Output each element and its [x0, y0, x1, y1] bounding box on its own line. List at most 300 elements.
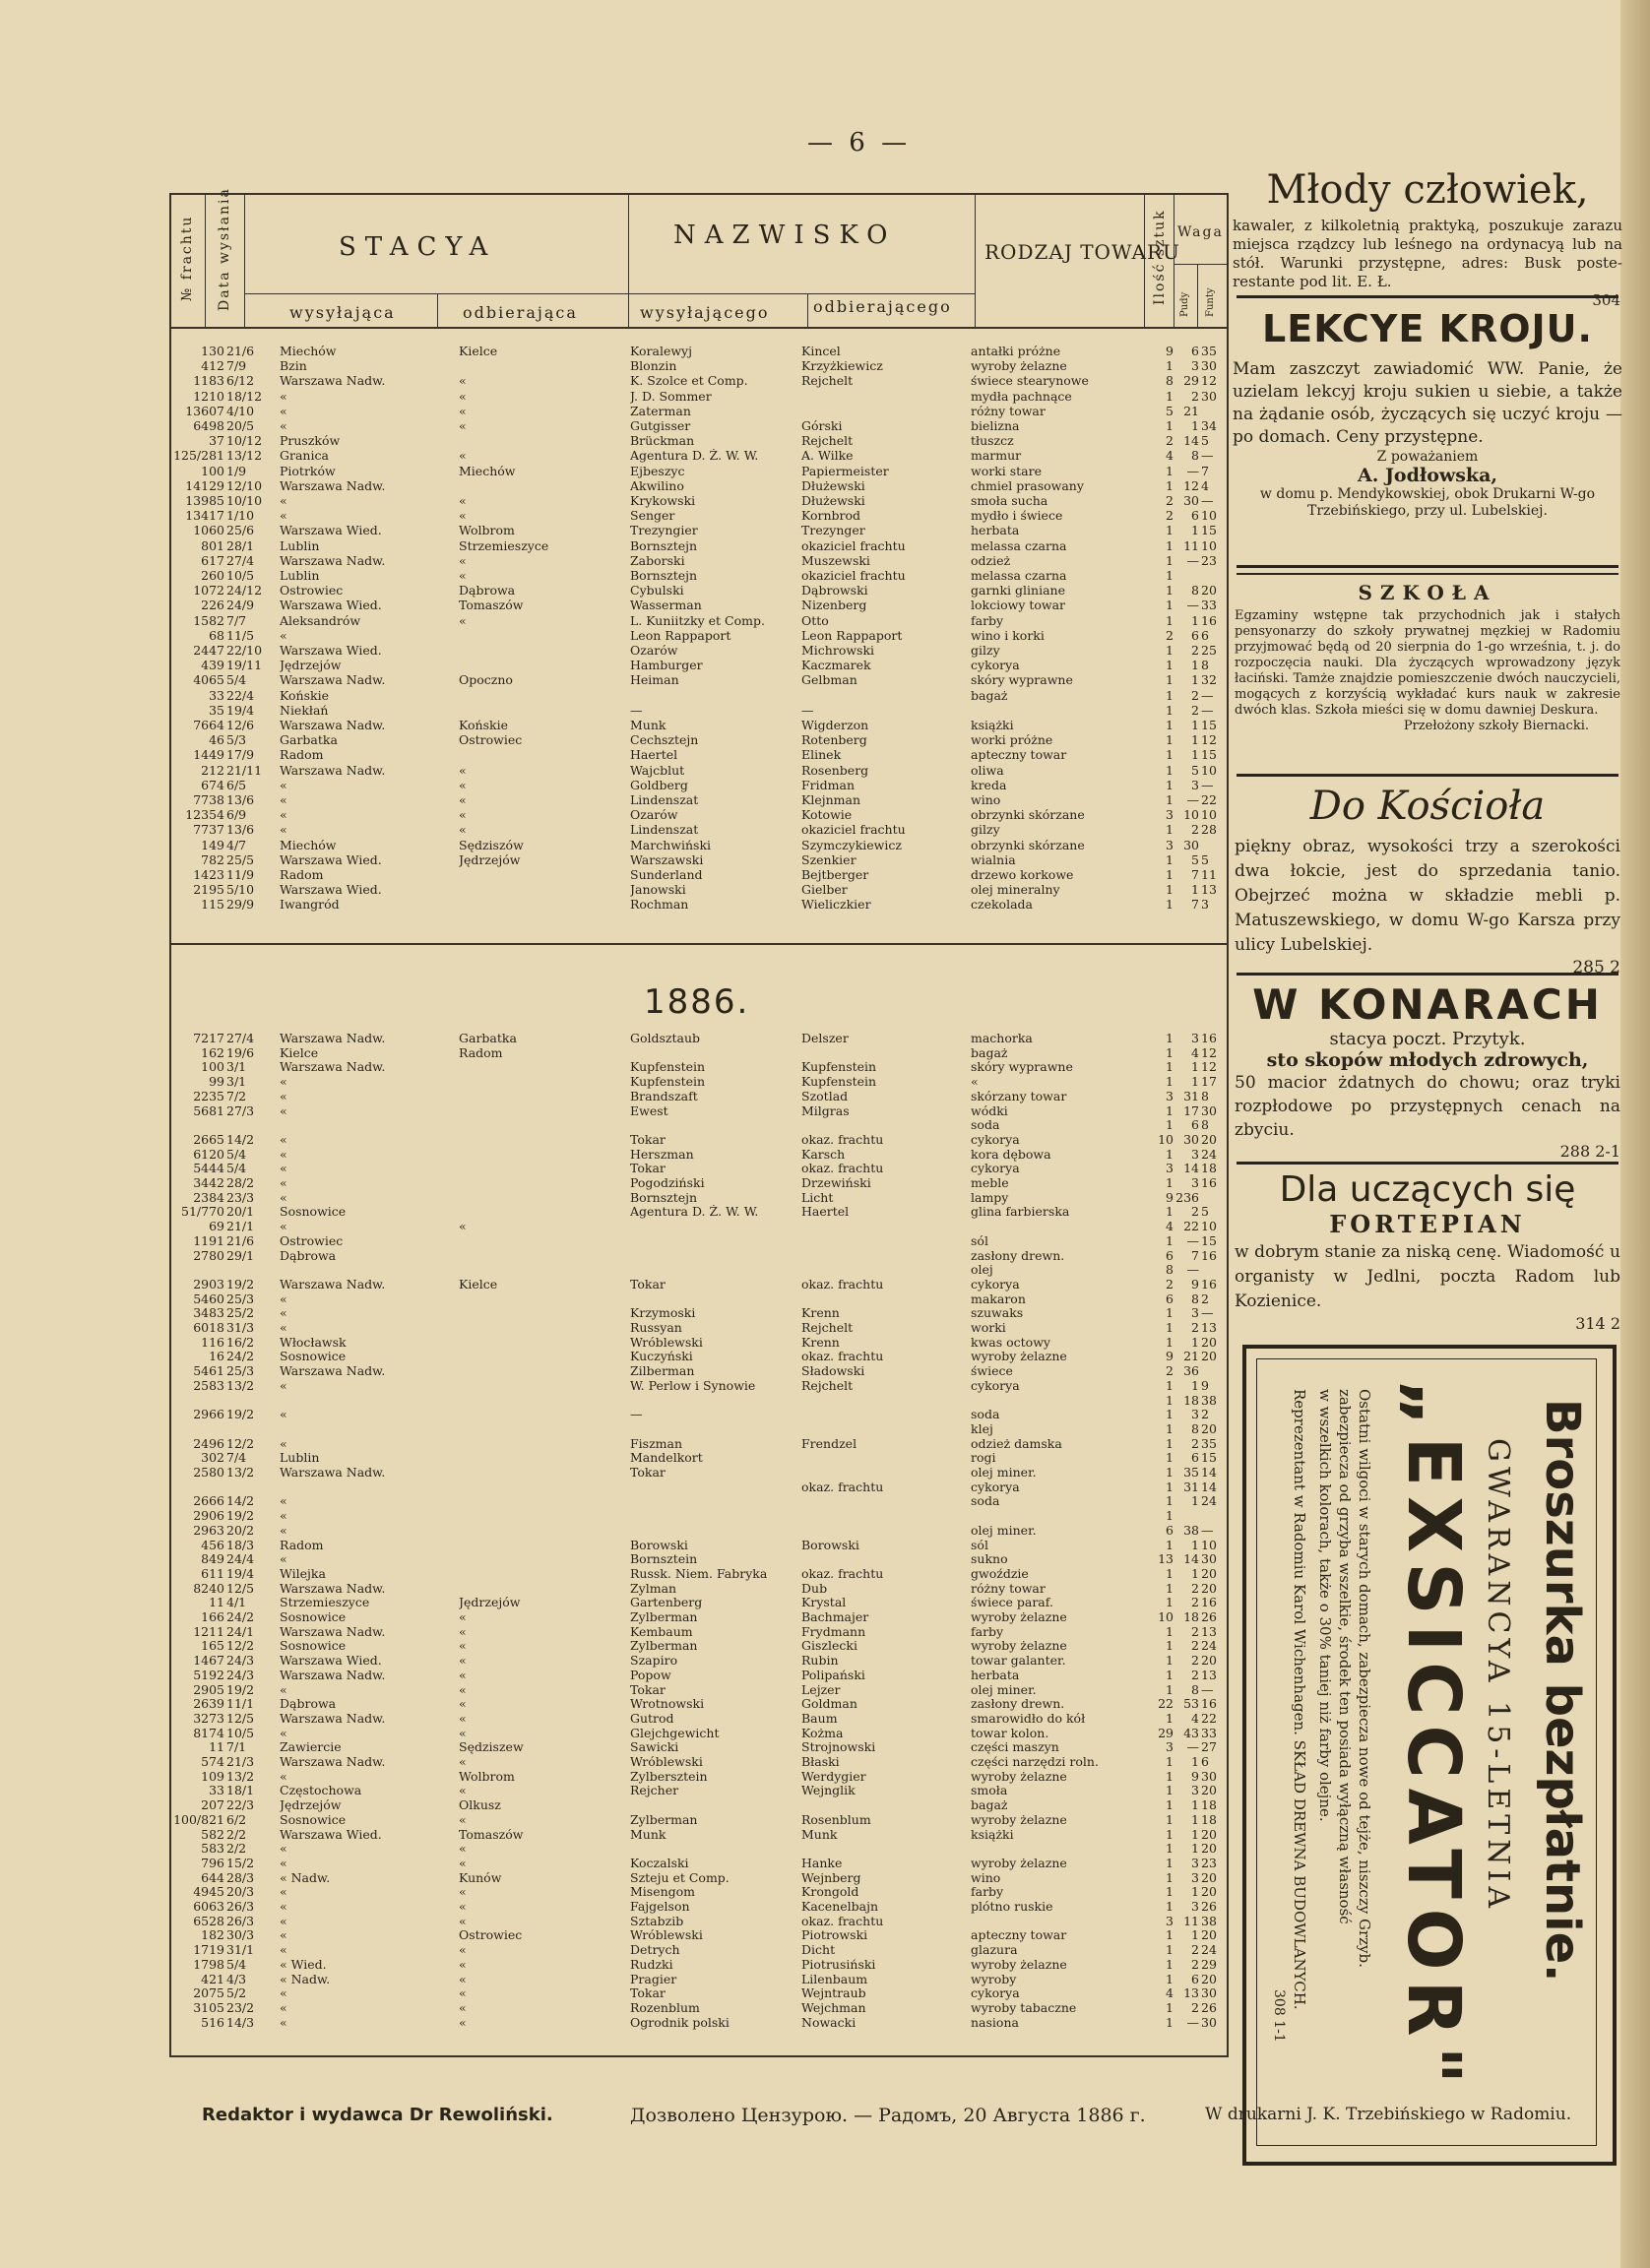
cell-data-wyslania: 2/2 [226, 1827, 247, 1842]
table-row [171, 569, 1227, 583]
cell-nr-frachtu: 13607 [185, 404, 224, 418]
cell-stacya-wysylajaca: Warszawa Nadw. [280, 374, 386, 389]
table-row [171, 1596, 1227, 1609]
cell-waga-funty: 10 [1201, 763, 1217, 778]
cell-nazwisko-wysylajacego: Gutgisser [630, 419, 691, 433]
cell-data-wyslania: 19/2 [226, 1509, 255, 1524]
cell-stacya-wysylajaca: « [280, 1162, 287, 1176]
cell-nr-frachtu: 1211 [193, 1624, 224, 1639]
cell-waga-pudy: — [1186, 598, 1199, 613]
cell-ilosc-sztuk: 1 [1166, 793, 1174, 807]
table-row [171, 1654, 1227, 1668]
cell-nazwisko-odbierajacego: Hanke [801, 1856, 843, 1870]
cell-rodzaj-towaru: wyroby żelazne [971, 1769, 1067, 1784]
cell-ilosc-sztuk: 1 [1166, 1103, 1174, 1118]
cell-nazwisko-odbierajacego: Strojnowski [801, 1740, 876, 1755]
cell-nazwisko-wysylajacego: W. Perlow i Synowie [630, 1378, 756, 1393]
cell-ilosc-sztuk: 1 [1166, 703, 1174, 718]
cell-stacya-odbierajaca: Wolbrom [459, 524, 515, 538]
cell-data-wyslania: 13/12 [226, 449, 263, 464]
cell-stacya-wysylajaca: « [280, 1682, 287, 1697]
cell-ilosc-sztuk: 1 [1166, 1233, 1174, 1248]
table-row [171, 853, 1227, 867]
cell-nr-frachtu: 33 [209, 1784, 224, 1798]
table-row [171, 1582, 1227, 1596]
cell-rodzaj-towaru: wyroby żelazne [971, 359, 1067, 374]
cell-stacya-wysylajaca: « [280, 1900, 287, 1914]
cell-data-wyslania: 5/4 [226, 1147, 247, 1162]
cell-rodzaj-towaru: różny towar [971, 1581, 1046, 1596]
cell-nazwisko-odbierajacego: okaz. frachtu [801, 1914, 884, 1928]
cell-nazwisko-odbierajacego: Borowski [801, 1538, 859, 1552]
cell-ilosc-sztuk: 1 [1166, 613, 1174, 628]
cell-waga-funty: 14 [1201, 1466, 1217, 1480]
cell-nr-frachtu: 6498 [193, 419, 224, 433]
ad-konary-title: W KONARACH [1252, 980, 1603, 1029]
table-row [171, 704, 1227, 718]
cell-stacya-odbierajaca: « [459, 2000, 467, 2015]
page-number: — 6 — [807, 128, 912, 158]
cell-rodzaj-towaru: towar kolon. [971, 1726, 1049, 1740]
cell-waga-pudy: 2 [1191, 1581, 1199, 1596]
cell-nazwisko-odbierajacego: Krzyżkiewicz [801, 359, 883, 374]
table-row [171, 1610, 1227, 1624]
cell-stacya-odbierajaca: « [459, 1668, 467, 1682]
cell-nazwisko-odbierajacego: Kotowie [801, 808, 853, 823]
header-nazwisko: NAZWISKO [673, 220, 897, 250]
table-row [171, 644, 1227, 658]
cell-nr-frachtu: 33 [209, 688, 224, 703]
table-row [171, 839, 1227, 852]
cell-waga-pudy: 3 [1191, 1856, 1199, 1870]
cell-ilosc-sztuk: 1 [1166, 1205, 1174, 1220]
cell-rodzaj-towaru: apteczny towar [971, 748, 1067, 763]
cell-waga-funty: 20 [1201, 1335, 1217, 1350]
cell-stacya-wysylajaca: Granica [280, 449, 329, 464]
cell-ilosc-sztuk: 2 [1166, 628, 1174, 643]
cell-data-wyslania: 12/6 [226, 719, 255, 732]
cell-data-wyslania: 5/3 [226, 733, 247, 748]
cell-waga-funty: 10 [1201, 1220, 1217, 1234]
cell-waga-pudy: 2 [1191, 688, 1199, 703]
cell-rodzaj-towaru: szuwaks [971, 1306, 1024, 1321]
cell-nazwisko-wysylajacego: Zaborski [630, 553, 685, 568]
cell-nr-frachtu: 149 [201, 838, 224, 852]
cell-nazwisko-wysylajacego: Zylberman [630, 1812, 698, 1827]
cell-nazwisko-wysylajacego: Brückman [630, 434, 695, 449]
cell-ilosc-sztuk: 1 [1166, 464, 1174, 478]
cell-stacya-odbierajaca: « [459, 1900, 467, 1914]
cell-stacya-wysylajaca: Warszawa Nadw. [280, 673, 386, 688]
cell-rodzaj-towaru: apteczny towar [971, 1928, 1067, 1943]
cell-nazwisko-wysylajacego: Bornsztejn [630, 569, 698, 583]
cell-nazwisko-wysylajacego: Haertel [630, 748, 678, 763]
cell-nazwisko-odbierajacego: Wejnberg [801, 1870, 861, 1885]
cell-nazwisko-wysylajacego: Mandelkort [630, 1451, 703, 1466]
cell-data-wyslania: 18/3 [226, 1538, 255, 1552]
cell-rodzaj-towaru: czekolada [971, 898, 1033, 913]
cell-stacya-wysylajaca: « [280, 1986, 287, 2001]
cell-nazwisko-wysylajacego: Munk [630, 719, 666, 732]
cell-nazwisko-odbierajacego: Delszer [801, 1032, 849, 1045]
cell-stacya-wysylajaca: « [280, 419, 287, 433]
cell-waga-pudy: 29 [1183, 374, 1199, 389]
cell-rodzaj-towaru: bagaż [971, 1045, 1008, 1060]
table-row [171, 1220, 1227, 1233]
cell-nazwisko-odbierajacego: Krystal [801, 1596, 847, 1610]
cell-rodzaj-towaru: farby [971, 1885, 1004, 1900]
cell-waga-pudy: — [1186, 793, 1199, 807]
table-row [171, 2001, 1227, 2015]
table-row [171, 1176, 1227, 1190]
cell-waga-pudy: 3 [1191, 1408, 1199, 1422]
cell-nr-frachtu: 1582 [193, 613, 224, 628]
cell-waga-funty: — [1201, 449, 1214, 464]
table-row [171, 1770, 1227, 1784]
cell-nr-frachtu: 165 [201, 1639, 224, 1654]
cell-ilosc-sztuk: 2 [1166, 509, 1174, 524]
cell-nr-frachtu: 2666 [193, 1494, 224, 1509]
cell-waga-funty: 33 [1201, 1726, 1217, 1740]
header-wysylajaca: wysyłająca [289, 303, 396, 322]
cell-ilosc-sztuk: 1 [1166, 733, 1174, 748]
cell-ilosc-sztuk: 1 [1166, 1321, 1174, 1335]
table-row [171, 1567, 1227, 1581]
cell-data-wyslania: 10/5 [226, 569, 255, 583]
cell-stacya-odbierajaca: Strzemieszyce [459, 538, 549, 553]
cell-stacya-odbierajaca: Tomaszów [459, 598, 524, 613]
table-row [171, 2016, 1227, 2030]
cell-stacya-odbierajaca: « [459, 1726, 467, 1740]
cell-waga-funty: 20 [1201, 584, 1217, 598]
cell-ilosc-sztuk: 22 [1158, 1697, 1174, 1712]
ad-fortepian [1227, 1169, 1628, 1333]
cell-stacya-wysylajaca: Sosnowice [280, 1639, 347, 1654]
cell-rodzaj-towaru: wyroby [971, 1972, 1017, 1986]
table-row [171, 1798, 1227, 1812]
cell-data-wyslania: 10/10 [226, 494, 263, 508]
cell-stacya-odbierajaca: « [459, 1682, 467, 1697]
cell-waga-funty: 10 [1201, 1538, 1217, 1552]
table-row [171, 1278, 1227, 1292]
cell-ilosc-sztuk: 1 [1166, 1639, 1174, 1654]
cell-nr-frachtu: 3105 [193, 2000, 224, 2015]
cell-nazwisko-odbierajacego: Nowacki [801, 2015, 857, 2030]
cell-data-wyslania: 19/6 [226, 1045, 255, 1060]
cell-stacya-wysylajaca: Aleksandrów [280, 613, 361, 628]
table-row [171, 779, 1227, 792]
cell-ilosc-sztuk: 1 [1166, 1060, 1174, 1075]
cell-waga-funty: 23 [1201, 553, 1217, 568]
cell-rodzaj-towaru: skóry wyprawne [971, 1060, 1073, 1075]
cell-stacya-odbierajaca: Jędrzejów [459, 852, 521, 867]
cell-waga-funty: 5 [1201, 434, 1209, 449]
cell-data-wyslania: 25/3 [226, 1364, 255, 1379]
cell-stacya-wysylajaca: « [280, 1075, 287, 1090]
cell-stacya-odbierajaca: « [459, 1697, 467, 1712]
cell-rodzaj-towaru: obrzynki skórzane [971, 808, 1085, 823]
cell-nr-frachtu: 1060 [193, 524, 224, 538]
table-row [171, 1321, 1227, 1335]
cell-waga-pudy: 1 [1191, 883, 1199, 898]
cell-stacya-wysylajaca: Strzemieszyce [280, 1596, 370, 1610]
cell-ilosc-sztuk: 1 [1166, 1378, 1174, 1393]
cell-nazwisko-odbierajacego: Szymczykiewicz [801, 838, 902, 852]
cell-stacya-wysylajaca: Warszawa Nadw. [280, 478, 386, 493]
cell-nazwisko-odbierajacego: Dłużewski [801, 494, 865, 508]
cell-ilosc-sztuk: 1 [1166, 553, 1174, 568]
cell-waga-funty: 16 [1201, 1596, 1217, 1610]
cell-waga-funty: 9 [1201, 1378, 1209, 1393]
ad-lekcye-kroju [1227, 307, 1628, 520]
cell-rodzaj-towaru: melassa czarna [971, 538, 1067, 553]
cell-nr-frachtu: 68 [209, 628, 224, 643]
cell-nr-frachtu: 2906 [193, 1509, 224, 1524]
table-row [171, 539, 1227, 553]
table-row [171, 1148, 1227, 1162]
cell-waga-pudy: 1 [1191, 419, 1199, 433]
cell-rodzaj-towaru: antałki próżne [971, 345, 1061, 358]
cell-nazwisko-wysylajacego: Detrych [630, 1943, 680, 1958]
cell-waga-funty: 30 [1201, 2015, 1217, 2030]
ad-exsiccator-no: 308 1-1 [1271, 1989, 1287, 2043]
cell-ilosc-sztuk: 1 [1166, 584, 1174, 598]
freight-table [169, 187, 1229, 2057]
cell-waga-funty: 7 [1201, 464, 1209, 478]
cell-nazwisko-odbierajacego: Rosenblum [801, 1812, 871, 1827]
cell-stacya-odbierajaca: Miechów [459, 464, 516, 478]
cell-ilosc-sztuk: 1 [1166, 1176, 1174, 1190]
cell-nr-frachtu: 6018 [193, 1321, 224, 1335]
footer-printer: W drukarni J. K. Trzebińskiego w Radomiu. [1205, 2105, 1572, 2124]
cell-ilosc-sztuk: 1 [1166, 1624, 1174, 1639]
table-row [171, 1263, 1227, 1277]
cell-data-wyslania: 11/9 [226, 868, 255, 882]
cell-ilosc-sztuk: 3 [1166, 1740, 1174, 1755]
cell-stacya-wysylajaca: « [280, 1176, 287, 1190]
cell-nr-frachtu: 99 [209, 1075, 224, 1090]
cell-data-wyslania: 5/4 [226, 1162, 247, 1176]
cell-ilosc-sztuk: 6 [1166, 1292, 1174, 1306]
cell-rodzaj-towaru: smarowidło do kół [971, 1711, 1086, 1726]
cell-rodzaj-towaru: melassa czarna [971, 569, 1067, 583]
cell-stacya-wysylajaca: « [280, 509, 287, 524]
ad-szkola-title: SZKOŁA [1358, 581, 1497, 604]
table-row [171, 808, 1227, 822]
cell-rodzaj-towaru: cykorya [971, 1480, 1020, 1494]
cell-waga-funty: 20 [1201, 1928, 1217, 1943]
table-row [171, 554, 1227, 568]
cell-ilosc-sztuk: 1 [1166, 898, 1174, 913]
table-row [171, 1697, 1227, 1711]
cell-waga-pudy: 1 [1191, 733, 1199, 748]
cell-data-wyslania: 3/1 [226, 1060, 247, 1075]
cell-nazwisko-wysylajacego: Koczalski [630, 1856, 689, 1870]
ad-konary-no: 288 2-1 [1559, 1142, 1620, 1161]
cell-data-wyslania: 24/3 [226, 1654, 255, 1669]
cell-rodzaj-towaru: worki stare [971, 464, 1043, 478]
cell-stacya-wysylajaca: « [280, 1408, 287, 1422]
header-stacya: STACYA [339, 232, 497, 262]
cell-data-wyslania: 25/2 [226, 1306, 255, 1321]
cell-nazwisko-odbierajacego: Baum [801, 1711, 838, 1726]
cell-ilosc-sztuk: 5 [1166, 404, 1174, 418]
table-row [171, 1639, 1227, 1653]
cell-nazwisko-odbierajacego: Michrowski [801, 644, 875, 658]
cell-nr-frachtu: 674 [201, 778, 224, 792]
cell-waga-pudy: 1 [1191, 673, 1199, 688]
header-nr-frachtu: № frachtu [179, 215, 195, 301]
cell-rodzaj-towaru: herbata [971, 1668, 1020, 1682]
cell-rodzaj-towaru: soda [971, 1494, 1000, 1509]
section-divider [171, 943, 1227, 945]
cell-data-wyslania: 23/2 [226, 2000, 255, 2015]
cell-stacya-wysylajaca: Warszawa Nadw. [280, 1668, 386, 1682]
table-row [171, 898, 1227, 912]
cell-nazwisko-odbierajacego: — [801, 703, 814, 718]
cell-data-wyslania: 4/7 [226, 838, 247, 852]
table-row [171, 345, 1227, 358]
cell-nazwisko-odbierajacego: Wejchman [801, 2000, 866, 2015]
cell-data-wyslania: 15/2 [226, 1856, 255, 1870]
cell-nazwisko-odbierajacego: Karsch [801, 1147, 846, 1162]
cell-ilosc-sztuk: 1 [1166, 1827, 1174, 1842]
cell-ilosc-sztuk: 3 [1166, 1914, 1174, 1928]
cell-waga-pudy: 5 [1191, 852, 1199, 867]
cell-rodzaj-towaru: kreda [971, 778, 1007, 792]
cell-nazwisko-wysylajacego: Pragier [630, 1972, 677, 1986]
cell-waga-funty: 20 [1201, 1842, 1217, 1857]
cell-rodzaj-towaru: olej [971, 1263, 993, 1278]
cell-waga-pudy: 7 [1191, 868, 1199, 882]
cell-stacya-odbierajaca: « [459, 1885, 467, 1900]
cell-data-wyslania: 11/5 [226, 628, 255, 643]
cell-rodzaj-towaru: sól [971, 1233, 988, 1248]
cell-nazwisko-odbierajacego: Rotenberg [801, 733, 867, 748]
cell-nr-frachtu: 412 [201, 359, 224, 374]
cell-waga-pudy: 36 [1183, 1364, 1199, 1379]
ad-lekcye-greeting: Z poważaniem [1376, 449, 1479, 465]
cell-waga-funty: 14 [1201, 1480, 1217, 1494]
table-row [171, 1075, 1227, 1089]
cell-ilosc-sztuk: 1 [1166, 763, 1174, 778]
cell-nazwisko-wysylajacego: Wróblewski [630, 1755, 703, 1769]
cell-data-wyslania: 24/4 [226, 1552, 255, 1567]
cell-nazwisko-wysylajacego: Kuczyński [630, 1350, 693, 1364]
cell-nr-frachtu: 3273 [193, 1711, 224, 1726]
header-odbierajacego: odbierającego [813, 297, 952, 316]
cell-waga-funty: 26 [1201, 2000, 1217, 2015]
cell-nr-frachtu: 2639 [193, 1697, 224, 1712]
cell-waga-funty: 16 [1201, 613, 1217, 628]
cell-waga-funty: 8 [1201, 1089, 1209, 1103]
table-row [171, 1625, 1227, 1639]
cell-waga-pudy: — [1186, 2015, 1199, 2030]
cell-waga-funty: 35 [1201, 1436, 1217, 1451]
cell-stacya-wysylajaca: « [280, 1885, 287, 1900]
cell-ilosc-sztuk: 1 [1166, 1335, 1174, 1350]
cell-waga-pudy: 8 [1191, 584, 1199, 598]
cell-data-wyslania: 26/3 [226, 1914, 255, 1928]
cell-stacya-wysylajaca: Warszawa Nadw. [280, 553, 386, 568]
cell-nazwisko-wysylajacego: Krzymoski [630, 1306, 696, 1321]
cell-waga-pudy: 7 [1191, 1248, 1199, 1263]
cell-nr-frachtu: 13985 [185, 494, 224, 508]
cell-stacya-wysylajaca: « [280, 823, 287, 838]
cell-data-wyslania: 28/2 [226, 1176, 255, 1190]
cell-stacya-wysylajaca: Sosnowice [280, 1205, 347, 1220]
cell-rodzaj-towaru: garnki gliniane [971, 584, 1065, 598]
cell-nazwisko-odbierajacego: A. Wilke [801, 449, 854, 464]
cell-stacya-odbierajaca: « [459, 374, 467, 389]
cell-nazwisko-wysylajacego: Koralewyj [630, 345, 692, 358]
cell-stacya-odbierajaca: « [459, 763, 467, 778]
cell-nazwisko-wysylajacego: Fajgelson [630, 1900, 690, 1914]
header-ilosc-sztuk: Ilość sztuk [1152, 209, 1168, 305]
cell-waga-pudy: 1 [1191, 1885, 1199, 1900]
cell-nr-frachtu: 3442 [193, 1176, 224, 1190]
cell-stacya-odbierajaca: Kielce [459, 1277, 498, 1292]
cell-waga-funty: 29 [1201, 1957, 1217, 1972]
cell-waga-pudy: 1 [1191, 524, 1199, 538]
cell-nr-frachtu: 7664 [193, 719, 224, 732]
cell-nr-frachtu: 2966 [193, 1408, 224, 1422]
cell-ilosc-sztuk: 1 [1166, 1466, 1174, 1480]
cell-nr-frachtu: 51/770 [181, 1205, 224, 1220]
cell-stacya-odbierajaca: Sędziszów [459, 838, 524, 852]
cell-stacya-wysylajaca: Sosnowice [280, 1350, 347, 1364]
cell-waga-pudy: 2 [1191, 644, 1199, 658]
cell-ilosc-sztuk: 1 [1166, 1509, 1174, 1524]
cell-nazwisko-odbierajacego: Frydmann [801, 1624, 866, 1639]
cell-waga-pudy: 4 [1191, 1711, 1199, 1726]
cell-nr-frachtu: 125/281 [173, 449, 224, 464]
cell-stacya-wysylajaca: Warszawa Wied. [280, 524, 382, 538]
cell-waga-funty: 13 [1201, 1668, 1217, 1682]
cell-waga-funty: 3 [1201, 898, 1209, 913]
cell-stacya-wysylajaca: Włocławsk [280, 1335, 347, 1350]
cell-stacya-wysylajaca: « [280, 1769, 287, 1784]
ad-exsiccator-col2: zabezpiecza od grzyba wszelkie, środek ten posiada wyłączną własność [1336, 1389, 1354, 1924]
cell-ilosc-sztuk: 9 [1166, 1190, 1174, 1205]
cell-rodzaj-towaru: wyroby żelazne [971, 1350, 1067, 1364]
cell-stacya-wysylajaca: Warszawa Nadw. [280, 1755, 386, 1769]
ad-konary-sub: stacya poczt. Przytyk. [1329, 1029, 1526, 1049]
cell-ilosc-sztuk: 4 [1166, 449, 1174, 464]
cell-nazwisko-odbierajacego: Dąbrowski [801, 584, 868, 598]
cell-waga-pudy: 3 [1191, 1900, 1199, 1914]
cell-data-wyslania: 24/1 [226, 1624, 255, 1639]
table-row [171, 509, 1227, 523]
table-row [171, 1437, 1227, 1451]
cell-nazwisko-wysylajacego: Agentura D. Ż. W. W. [630, 1205, 759, 1220]
cell-nazwisko-wysylajacego: Rejcher [630, 1784, 679, 1798]
cell-nazwisko-wysylajacego: Kupfenstein [630, 1060, 706, 1075]
cell-rodzaj-towaru: chmiel prasowany [971, 478, 1084, 493]
table-row [171, 1060, 1227, 1074]
cell-nazwisko-odbierajacego: okaziciel frachtu [801, 823, 906, 838]
cell-waga-funty: 11 [1201, 868, 1217, 882]
cell-ilosc-sztuk: 2 [1166, 494, 1174, 508]
cell-rodzaj-towaru: smoła [971, 1784, 1008, 1798]
cell-data-wyslania: 19/2 [226, 1277, 255, 1292]
cell-nr-frachtu: 226 [201, 598, 224, 613]
cell-data-wyslania: 10/5 [226, 1726, 255, 1740]
cell-stacya-odbierajaca: Olkusz [459, 1798, 501, 1813]
cell-stacya-odbierajaca: « [459, 1986, 467, 2001]
cell-stacya-wysylajaca: « [280, 389, 287, 404]
cell-rodzaj-towaru: soda [971, 1118, 1000, 1133]
